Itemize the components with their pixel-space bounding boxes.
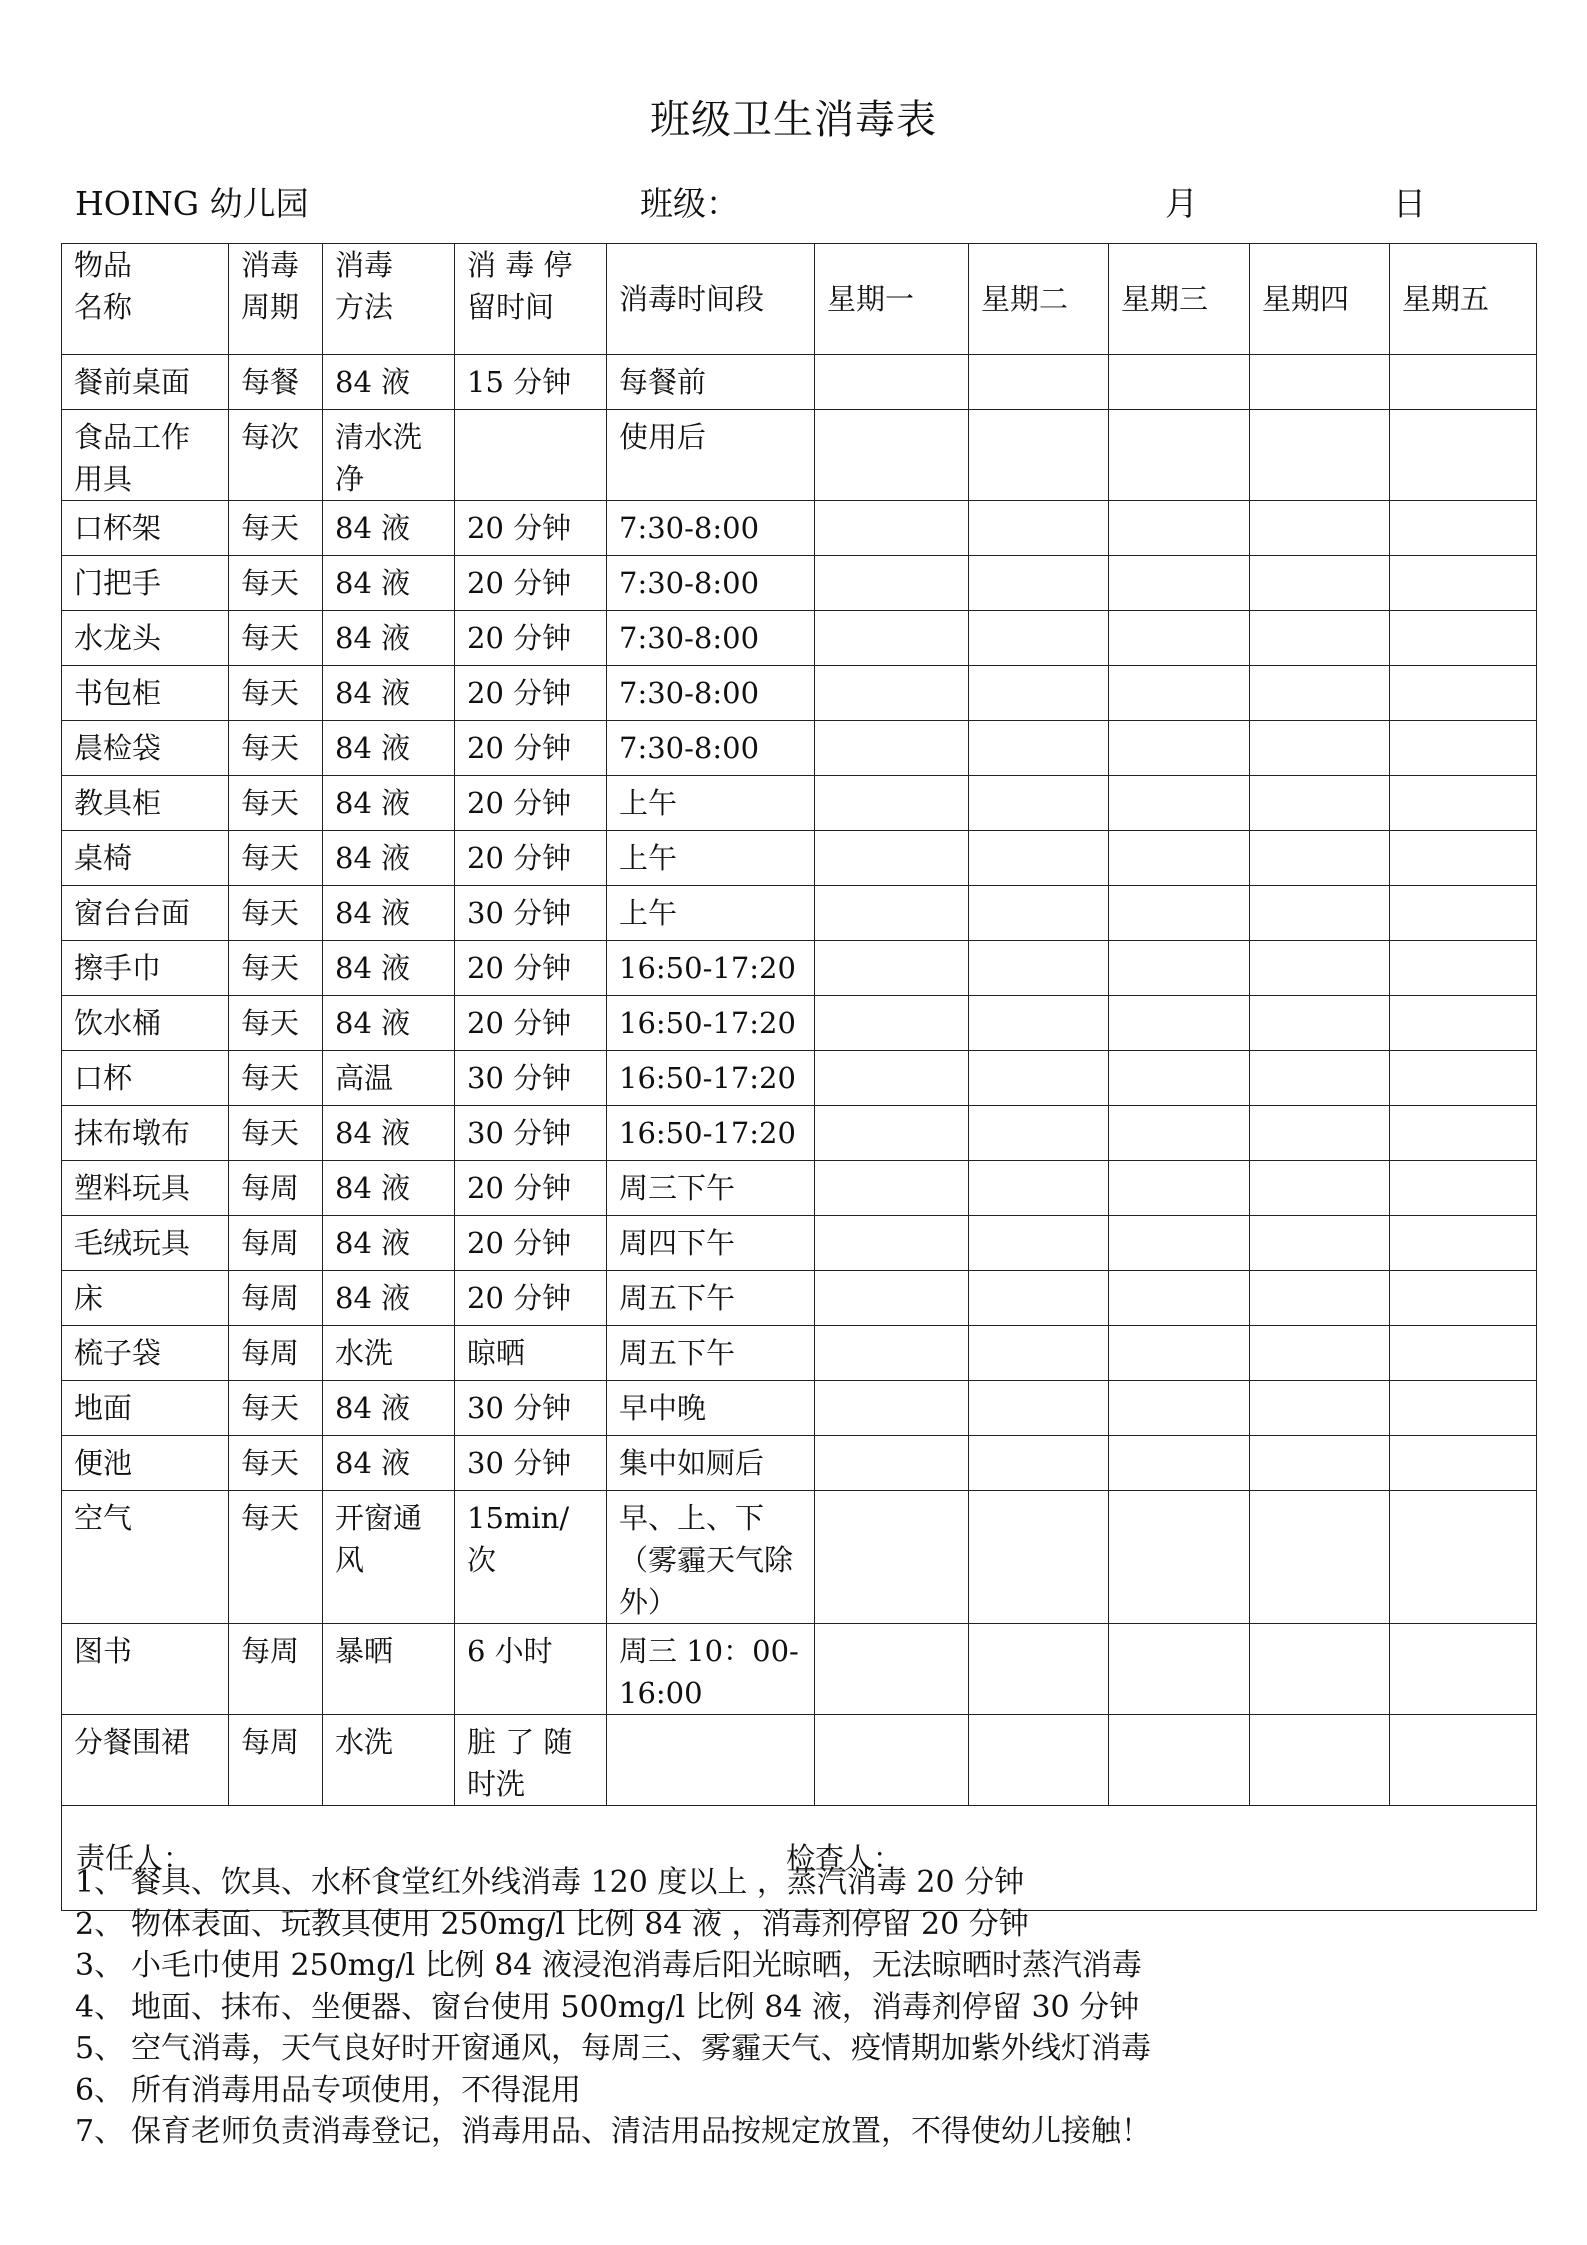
check-cell-friday[interactable]	[1390, 1106, 1537, 1161]
stay-time-cell: 30 分钟	[455, 1051, 607, 1106]
check-cell-tuesday[interactable]	[969, 1715, 1109, 1806]
check-cell-tuesday[interactable]	[969, 410, 1109, 501]
check-cell-monday[interactable]	[815, 666, 969, 721]
note-item	[75, 2111, 1515, 2153]
check-cell-monday[interactable]	[815, 1106, 969, 1161]
check-cell-tuesday[interactable]	[969, 776, 1109, 831]
check-cell-friday[interactable]	[1390, 886, 1537, 941]
note-text: 小毛巾使用 250mg/l 比例 84 液浸泡消毒后阳光晾晒，无法晾晒时蒸汽消毒	[131, 1948, 1142, 1983]
method-cell: 84 液	[323, 1436, 455, 1491]
check-cell-monday[interactable]	[815, 1715, 969, 1806]
check-cell-thursday[interactable]	[1250, 410, 1390, 501]
item-name-cell: 窗台台面	[62, 886, 229, 941]
check-cell-monday[interactable]	[815, 1051, 969, 1106]
check-cell-friday[interactable]	[1390, 1491, 1537, 1624]
stay-time-cell: 15 分钟	[455, 355, 607, 410]
item-name-cell: 书包柜	[62, 666, 229, 721]
header-period: 消毒时间段	[607, 244, 815, 355]
check-cell-wednesday[interactable]	[1109, 831, 1250, 886]
check-cell-monday[interactable]	[815, 1491, 969, 1624]
check-cell-tuesday[interactable]	[969, 1161, 1109, 1216]
method-cell: 84 液	[323, 501, 455, 556]
note-text: 保育老师负责消毒登记，消毒用品、清洁用品按规定放置，不得使幼儿接触！	[131, 2114, 1151, 2149]
item-name-cell: 晨检袋	[62, 721, 229, 776]
check-cell-monday[interactable]	[815, 1381, 969, 1436]
method-cell: 84 液	[323, 776, 455, 831]
note-item	[75, 2070, 1515, 2112]
check-cell-wednesday[interactable]	[1109, 1051, 1250, 1106]
check-cell-monday[interactable]	[815, 886, 969, 941]
table-row	[62, 1051, 1537, 1106]
check-cell-friday[interactable]	[1390, 1624, 1537, 1715]
header-thursday: 星期四	[1250, 244, 1390, 355]
stay-time-cell: 6 小时	[455, 1624, 607, 1715]
check-cell-thursday[interactable]	[1250, 355, 1390, 410]
note-number: 7、	[75, 2114, 125, 2149]
note-text: 空气消毒，天气良好时开窗通风，每周三、雾霾天气、疫情期加紫外线灯消毒	[131, 2031, 1151, 2066]
check-cell-tuesday[interactable]	[969, 996, 1109, 1051]
table-row	[62, 1436, 1537, 1491]
stay-time-cell: 20 分钟	[455, 556, 607, 611]
cycle-cell: 每餐	[229, 355, 323, 410]
note-number: 1、	[75, 1865, 125, 1900]
cycle-cell: 每天	[229, 996, 323, 1051]
period-cell: 上午	[607, 831, 815, 886]
check-cell-thursday[interactable]	[1250, 611, 1390, 666]
check-cell-wednesday[interactable]	[1109, 1271, 1250, 1326]
check-cell-wednesday[interactable]	[1109, 1106, 1250, 1161]
table-row	[62, 721, 1537, 776]
day-label: 日	[1393, 184, 1426, 223]
period-cell: 7:30-8:00	[607, 501, 815, 556]
method-cell: 84 液	[323, 1161, 455, 1216]
table-row	[62, 1381, 1537, 1436]
check-cell-monday[interactable]	[815, 941, 969, 996]
class-label: 班级：	[640, 184, 739, 223]
method-cell: 84 液	[323, 941, 455, 996]
check-cell-tuesday[interactable]	[969, 1216, 1109, 1271]
table-row	[62, 886, 1537, 941]
table-row	[62, 996, 1537, 1051]
stay-time-cell: 20 分钟	[455, 941, 607, 996]
period-cell: 周五下午	[607, 1326, 815, 1381]
note-text: 物体表面、玩教具使用 250mg/l 比例 84 液 ，消毒剂停留 20 分钟	[131, 1906, 1029, 1942]
check-cell-wednesday[interactable]	[1109, 666, 1250, 721]
stay-time-cell: 15min/次	[455, 1491, 607, 1624]
form-header	[75, 178, 1535, 222]
cycle-cell: 每天	[229, 556, 323, 611]
cycle-cell: 每周	[229, 1715, 323, 1806]
stay-time-cell: 30 分钟	[455, 1381, 607, 1436]
check-cell-tuesday[interactable]	[969, 611, 1109, 666]
item-name-cell: 教具柜	[62, 776, 229, 831]
method-cell: 84 液	[323, 666, 455, 721]
check-cell-tuesday[interactable]	[969, 1106, 1109, 1161]
period-cell: 周三下午	[607, 1161, 815, 1216]
check-cell-monday[interactable]	[815, 501, 969, 556]
table-row	[62, 556, 1537, 611]
check-cell-friday[interactable]	[1390, 666, 1537, 721]
table-row	[62, 1161, 1537, 1216]
check-cell-tuesday[interactable]	[969, 721, 1109, 776]
method-cell: 84 液	[323, 611, 455, 666]
check-cell-thursday[interactable]	[1250, 996, 1390, 1051]
check-cell-tuesday[interactable]	[969, 1271, 1109, 1326]
method-cell: 84 液	[323, 1216, 455, 1271]
check-cell-monday[interactable]	[815, 1624, 969, 1715]
header-friday: 星期五	[1390, 244, 1537, 355]
school-name: HOING 幼儿园	[75, 184, 309, 223]
cycle-cell: 每天	[229, 501, 323, 556]
check-cell-thursday[interactable]	[1250, 1051, 1390, 1106]
check-cell-thursday[interactable]	[1250, 556, 1390, 611]
check-cell-friday[interactable]	[1390, 1271, 1537, 1326]
cycle-cell: 每天	[229, 611, 323, 666]
item-name-cell: 饮水桶	[62, 996, 229, 1051]
period-cell: 上午	[607, 776, 815, 831]
check-cell-thursday[interactable]	[1250, 721, 1390, 776]
table-row	[62, 1216, 1537, 1271]
note-text: 餐具、饮具、水杯食堂红外线消毒 120 度以上 ，蒸汽消毒 20 分钟	[131, 1865, 1025, 1900]
stay-time-cell: 30 分钟	[455, 1106, 607, 1161]
period-cell: 16:50-17:20	[607, 996, 815, 1051]
item-name-cell: 食品工作用具	[62, 410, 229, 501]
stay-time-cell: 脏 了 随时洗	[455, 1715, 607, 1806]
check-cell-thursday[interactable]	[1250, 831, 1390, 886]
table-row	[62, 776, 1537, 831]
check-cell-tuesday[interactable]	[969, 1624, 1109, 1715]
notes-list	[75, 1862, 1515, 2153]
cycle-cell: 每周	[229, 1624, 323, 1715]
check-cell-monday[interactable]	[815, 556, 969, 611]
note-number: 2、	[75, 1906, 125, 1942]
period-cell: 使用后	[607, 410, 815, 501]
period-cell: 早中晚	[607, 1381, 815, 1436]
check-cell-wednesday[interactable]	[1109, 1216, 1250, 1271]
item-name-cell: 地面	[62, 1381, 229, 1436]
check-cell-friday[interactable]	[1390, 1381, 1537, 1436]
stay-time-cell: 30 分钟	[455, 886, 607, 941]
check-cell-thursday[interactable]	[1250, 1271, 1390, 1326]
table-row	[62, 1271, 1537, 1326]
item-name-cell: 门把手	[62, 556, 229, 611]
check-cell-wednesday[interactable]	[1109, 886, 1250, 941]
header-cycle: 消毒 周期	[229, 244, 323, 355]
check-cell-friday[interactable]	[1390, 996, 1537, 1051]
header-tuesday: 星期二	[969, 244, 1109, 355]
table-row	[62, 1624, 1537, 1715]
header-stay-time: 消 毒 停 留时间	[455, 244, 607, 355]
method-cell: 84 液	[323, 355, 455, 410]
check-cell-tuesday[interactable]	[969, 831, 1109, 886]
item-name-cell: 塑料玩具	[62, 1161, 229, 1216]
responsible-person-label: 责任人：	[76, 1841, 193, 1875]
period-cell: 早、上、下（雾霾天气除外）	[607, 1491, 815, 1624]
check-cell-tuesday[interactable]	[969, 501, 1109, 556]
period-cell: 7:30-8:00	[607, 611, 815, 666]
note-number: 5、	[75, 2031, 125, 2066]
check-cell-monday[interactable]	[815, 1436, 969, 1491]
period-cell: 周三 10：00-16:00	[607, 1624, 815, 1715]
period-cell: 16:50-17:20	[607, 1051, 815, 1106]
period-cell: 每餐前	[607, 355, 815, 410]
check-cell-friday[interactable]	[1390, 941, 1537, 996]
check-cell-wednesday[interactable]	[1109, 501, 1250, 556]
check-cell-monday[interactable]	[815, 831, 969, 886]
check-cell-tuesday[interactable]	[969, 355, 1109, 410]
table-row	[62, 1326, 1537, 1381]
method-cell: 84 液	[323, 1381, 455, 1436]
table-row	[62, 1715, 1537, 1806]
check-cell-wednesday[interactable]	[1109, 1491, 1250, 1624]
table-row	[62, 1106, 1537, 1161]
check-cell-wednesday[interactable]	[1109, 355, 1250, 410]
period-cell: 7:30-8:00	[607, 556, 815, 611]
note-text: 地面、抹布、坐便器、窗台使用 500mg/l 比例 84 液，消毒剂停留 30 分钟	[131, 1989, 1140, 2025]
cycle-cell: 每天	[229, 831, 323, 886]
check-cell-monday[interactable]	[815, 1326, 969, 1381]
check-cell-friday[interactable]	[1390, 556, 1537, 611]
note-number: 3、	[75, 1948, 125, 1983]
check-cell-wednesday[interactable]	[1109, 611, 1250, 666]
header-monday: 星期一	[815, 244, 969, 355]
note-item	[75, 1945, 1515, 1987]
header-method: 消毒 方法	[323, 244, 455, 355]
stay-time-cell: 30 分钟	[455, 1436, 607, 1491]
check-cell-thursday[interactable]	[1250, 666, 1390, 721]
check-cell-tuesday[interactable]	[969, 1381, 1109, 1436]
check-cell-thursday[interactable]	[1250, 501, 1390, 556]
item-name-cell: 便池	[62, 1436, 229, 1491]
cycle-cell: 每次	[229, 410, 323, 501]
note-item	[75, 1904, 1515, 1946]
method-cell: 84 液	[323, 1106, 455, 1161]
cycle-cell: 每天	[229, 941, 323, 996]
table-row	[62, 410, 1537, 501]
check-cell-monday[interactable]	[815, 1161, 969, 1216]
stay-time-cell: 晾晒	[455, 1326, 607, 1381]
check-cell-thursday[interactable]	[1250, 941, 1390, 996]
stay-time-cell: 20 分钟	[455, 776, 607, 831]
period-cell: 16:50-17:20	[607, 1106, 815, 1161]
item-name-cell: 抹布墩布	[62, 1106, 229, 1161]
month-label: 月	[1165, 184, 1198, 223]
period-cell: 16:50-17:20	[607, 941, 815, 996]
cycle-cell: 每天	[229, 886, 323, 941]
inspector-label: 检查人：	[786, 1841, 903, 1875]
check-cell-tuesday[interactable]	[969, 886, 1109, 941]
stay-time-cell: 20 分钟	[455, 1271, 607, 1326]
check-cell-monday[interactable]	[815, 410, 969, 501]
item-name-cell: 口杯架	[62, 501, 229, 556]
check-cell-friday[interactable]	[1390, 1161, 1537, 1216]
note-item	[75, 1862, 1515, 1904]
stay-time-cell: 20 分钟	[455, 721, 607, 776]
item-name-cell: 口杯	[62, 1051, 229, 1106]
header-item-name: 物品 名称	[62, 244, 229, 355]
method-cell: 水洗	[323, 1715, 455, 1806]
check-cell-monday[interactable]	[815, 721, 969, 776]
stay-time-cell	[455, 410, 607, 501]
check-cell-tuesday[interactable]	[969, 556, 1109, 611]
cycle-cell: 每周	[229, 1161, 323, 1216]
check-cell-friday[interactable]	[1390, 355, 1537, 410]
cycle-cell: 每天	[229, 776, 323, 831]
method-cell: 84 液	[323, 996, 455, 1051]
check-cell-thursday[interactable]	[1250, 886, 1390, 941]
check-cell-wednesday[interactable]	[1109, 776, 1250, 831]
check-cell-wednesday[interactable]	[1109, 1326, 1250, 1381]
stay-time-cell: 20 分钟	[455, 501, 607, 556]
method-cell: 水洗	[323, 1326, 455, 1381]
method-cell: 开窗通风	[323, 1491, 455, 1624]
period-cell: 周四下午	[607, 1216, 815, 1271]
check-cell-friday[interactable]	[1390, 831, 1537, 886]
disinfection-table	[61, 243, 1537, 1911]
period-cell: 集中如厕后	[607, 1436, 815, 1491]
table-row	[62, 1491, 1537, 1624]
check-cell-friday[interactable]	[1390, 501, 1537, 556]
check-cell-thursday[interactable]	[1250, 1161, 1390, 1216]
item-name-cell: 桌椅	[62, 831, 229, 886]
item-name-cell: 餐前桌面	[62, 355, 229, 410]
table-row	[62, 355, 1537, 410]
method-cell: 84 液	[323, 831, 455, 886]
check-cell-friday[interactable]	[1390, 1715, 1537, 1806]
check-cell-wednesday[interactable]	[1109, 941, 1250, 996]
method-cell: 84 液	[323, 886, 455, 941]
check-cell-thursday[interactable]	[1250, 1491, 1390, 1624]
check-cell-friday[interactable]	[1390, 1326, 1537, 1381]
check-cell-monday[interactable]	[815, 355, 969, 410]
table-row	[62, 831, 1537, 886]
method-cell: 84 液	[323, 721, 455, 776]
table-row	[62, 611, 1537, 666]
cycle-cell: 每天	[229, 1051, 323, 1106]
check-cell-wednesday[interactable]	[1109, 410, 1250, 501]
check-cell-thursday[interactable]	[1250, 1106, 1390, 1161]
check-cell-tuesday[interactable]	[969, 1326, 1109, 1381]
check-cell-monday[interactable]	[815, 776, 969, 831]
cycle-cell: 每周	[229, 1216, 323, 1271]
period-cell: 上午	[607, 886, 815, 941]
stay-time-cell: 20 分钟	[455, 1216, 607, 1271]
cycle-cell: 每天	[229, 1381, 323, 1436]
method-cell: 暴晒	[323, 1624, 455, 1715]
check-cell-thursday[interactable]	[1250, 1326, 1390, 1381]
check-cell-friday[interactable]	[1390, 1216, 1537, 1271]
check-cell-friday[interactable]	[1390, 721, 1537, 776]
check-cell-thursday[interactable]	[1250, 1715, 1390, 1806]
check-cell-tuesday[interactable]	[969, 1051, 1109, 1106]
period-cell: 7:30-8:00	[607, 666, 815, 721]
check-cell-wednesday[interactable]	[1109, 1381, 1250, 1436]
check-cell-wednesday[interactable]	[1109, 1715, 1250, 1806]
check-cell-friday[interactable]	[1390, 611, 1537, 666]
check-cell-tuesday[interactable]	[969, 666, 1109, 721]
check-cell-friday[interactable]	[1390, 1436, 1537, 1491]
method-cell: 84 液	[323, 1271, 455, 1326]
cycle-cell: 每天	[229, 721, 323, 776]
check-cell-wednesday[interactable]	[1109, 556, 1250, 611]
cycle-cell: 每天	[229, 1106, 323, 1161]
check-cell-thursday[interactable]	[1250, 776, 1390, 831]
stay-time-cell: 20 分钟	[455, 666, 607, 721]
period-cell	[607, 1715, 815, 1806]
cycle-cell: 每天	[229, 1491, 323, 1624]
cycle-cell: 每周	[229, 1326, 323, 1381]
check-cell-friday[interactable]	[1390, 410, 1537, 501]
period-cell: 7:30-8:00	[607, 721, 815, 776]
check-cell-thursday[interactable]	[1250, 1381, 1390, 1436]
header-wednesday: 星期三	[1109, 244, 1250, 355]
cycle-cell: 每周	[229, 1271, 323, 1326]
check-cell-thursday[interactable]	[1250, 1624, 1390, 1715]
check-cell-friday[interactable]	[1390, 1051, 1537, 1106]
method-cell: 84 液	[323, 556, 455, 611]
method-cell: 清水洗净	[323, 410, 455, 501]
stay-time-cell: 20 分钟	[455, 831, 607, 886]
item-name-cell: 空气	[62, 1491, 229, 1624]
stay-time-cell: 20 分钟	[455, 996, 607, 1051]
item-name-cell: 分餐围裙	[62, 1715, 229, 1806]
check-cell-wednesday[interactable]	[1109, 1624, 1250, 1715]
check-cell-wednesday[interactable]	[1109, 1436, 1250, 1491]
check-cell-friday[interactable]	[1390, 776, 1537, 831]
table-row	[62, 941, 1537, 996]
stay-time-cell: 20 分钟	[455, 611, 607, 666]
note-item	[75, 1987, 1515, 2029]
stay-time-cell: 20 分钟	[455, 1161, 607, 1216]
check-cell-thursday[interactable]	[1250, 1216, 1390, 1271]
check-cell-tuesday[interactable]	[969, 1436, 1109, 1491]
page-title: 班级卫生消毒表	[650, 97, 937, 143]
item-name-cell: 毛绒玩具	[62, 1216, 229, 1271]
check-cell-tuesday[interactable]	[969, 1491, 1109, 1624]
note-number: 6、	[75, 2072, 125, 2108]
check-cell-monday[interactable]	[815, 611, 969, 666]
table-row	[62, 666, 1537, 721]
check-cell-wednesday[interactable]	[1109, 1161, 1250, 1216]
note-text: 所有消毒用品专项使用，不得混用	[131, 2072, 581, 2108]
item-name-cell: 图书	[62, 1624, 229, 1715]
check-cell-wednesday[interactable]	[1109, 996, 1250, 1051]
check-cell-monday[interactable]	[815, 1216, 969, 1271]
cycle-cell: 每天	[229, 1436, 323, 1491]
item-name-cell: 擦手巾	[62, 941, 229, 996]
check-cell-thursday[interactable]	[1250, 1436, 1390, 1491]
method-cell: 高温	[323, 1051, 455, 1106]
table-row	[62, 501, 1537, 556]
item-name-cell: 梳子袋	[62, 1326, 229, 1381]
note-number: 4、	[75, 1989, 125, 2025]
item-name-cell: 水龙头	[62, 611, 229, 666]
check-cell-tuesday[interactable]	[969, 941, 1109, 996]
cycle-cell: 每天	[229, 666, 323, 721]
period-cell: 周五下午	[607, 1271, 815, 1326]
check-cell-monday[interactable]	[815, 996, 969, 1051]
note-item	[75, 2028, 1515, 2070]
check-cell-monday[interactable]	[815, 1271, 969, 1326]
table-header-row	[62, 244, 1537, 355]
item-name-cell: 床	[62, 1271, 229, 1326]
check-cell-wednesday[interactable]	[1109, 721, 1250, 776]
